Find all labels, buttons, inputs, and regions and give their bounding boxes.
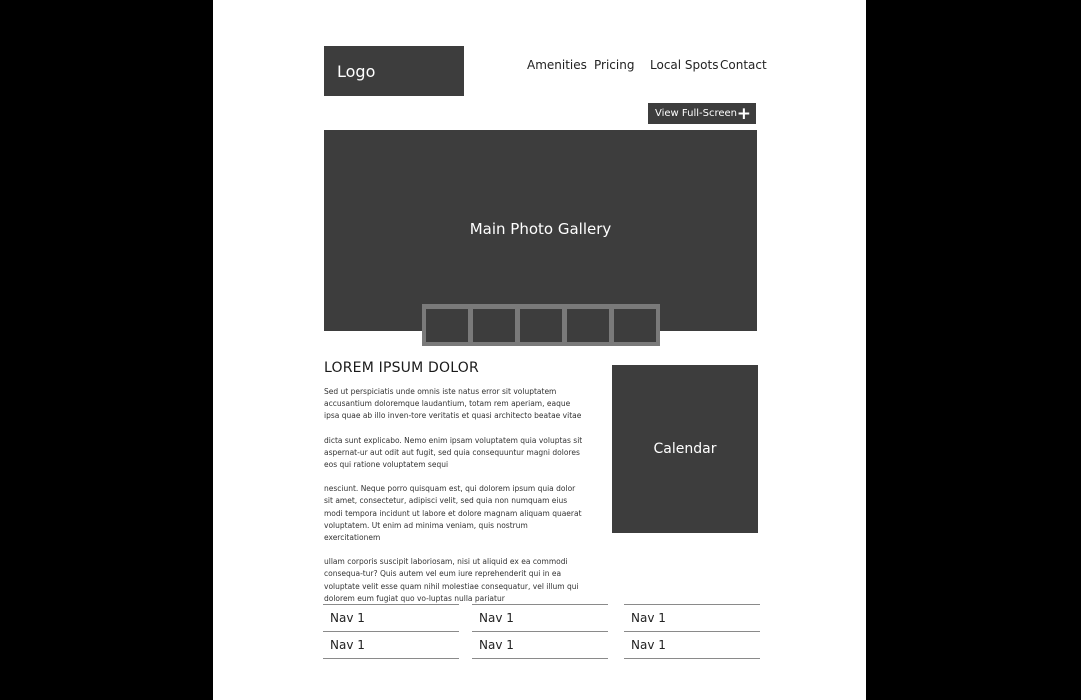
page xyxy=(213,0,866,700)
footer-nav-column xyxy=(323,604,459,659)
nav-link-amenities[interactable]: Amenities xyxy=(527,58,587,72)
gallery-thumbnail[interactable] xyxy=(473,309,515,342)
logo-text: Logo xyxy=(337,61,376,81)
logo[interactable] xyxy=(324,46,464,96)
body-paragraph: nesciunt. Neque porro quisquam est, qui dolorem ipsum quia dolor sit amet, consectetur, adipisci velit, sed quia non numquam eius modi tempora incidunt ut labore et dolore magnam aliquam quaerat voluptatem. Ut enim ad minima veniam, quis nostrum exercitationem xyxy=(324,484,582,543)
footer-nav-item[interactable]: Nav 1 xyxy=(624,604,760,631)
footer-nav-item[interactable]: Nav 1 xyxy=(323,604,459,631)
nav-link-pricing[interactable]: Pricing xyxy=(594,58,635,72)
footer-nav-item[interactable]: Nav 1 xyxy=(624,631,760,659)
footer-nav-item[interactable]: Nav 1 xyxy=(323,631,459,659)
main-photo-gallery[interactable] xyxy=(324,130,757,331)
plus-icon: + xyxy=(736,103,751,124)
content-heading: LOREM IPSUM DOLOR xyxy=(324,360,479,376)
footer-nav-column xyxy=(472,604,608,659)
body-paragraph: Sed ut perspiciatis unde omnis iste natus error sit voluptatem accusantium doloremque laudantium, totam rem aperiam, eaque ipsa quae ab illo inven-tore veritatis et quasi architecto beatae vitae xyxy=(324,387,582,421)
footer-nav-column xyxy=(624,604,760,659)
view-full-screen-button[interactable] xyxy=(648,103,756,124)
footer-nav-item[interactable]: Nav 1 xyxy=(472,631,608,659)
footer-nav-item[interactable]: Nav 1 xyxy=(472,604,608,631)
body-paragraph: dicta sunt explicabo. Nemo enim ipsam voluptatem quia voluptas sit aspernat-ur aut odit aut fugit, sed quia consequuntur magni dolores eos qui ratione voluptatem sequi xyxy=(324,435,583,470)
calendar-label: Calendar xyxy=(653,441,717,457)
gallery-thumbnail[interactable] xyxy=(426,309,468,342)
gallery-thumbnail[interactable] xyxy=(567,309,609,342)
gallery-label: Main Photo Gallery xyxy=(469,220,612,238)
body-text xyxy=(324,386,586,617)
body-paragraph: ullam corporis suscipit laboriosam, nisi ut aliquid ex ea commodi consequa-tur? Quis autem vel eum iure reprehenderit qui in ea voluptate velit esse quam nihil molestiae consequatur, vel illum qui dolorem eum fugiat quo vo-luptas nulla pariatur xyxy=(324,557,579,603)
nav-link-contact[interactable]: Contact xyxy=(720,58,767,72)
gallery-thumbnail[interactable] xyxy=(614,309,656,342)
nav-link-local-spots[interactable]: Local Spots xyxy=(650,58,719,72)
gallery-thumbnail[interactable] xyxy=(520,309,562,342)
calendar-widget[interactable] xyxy=(612,365,758,533)
thumbnail-strip xyxy=(422,304,660,346)
view-full-screen-label: View Full-Screen xyxy=(655,108,737,119)
